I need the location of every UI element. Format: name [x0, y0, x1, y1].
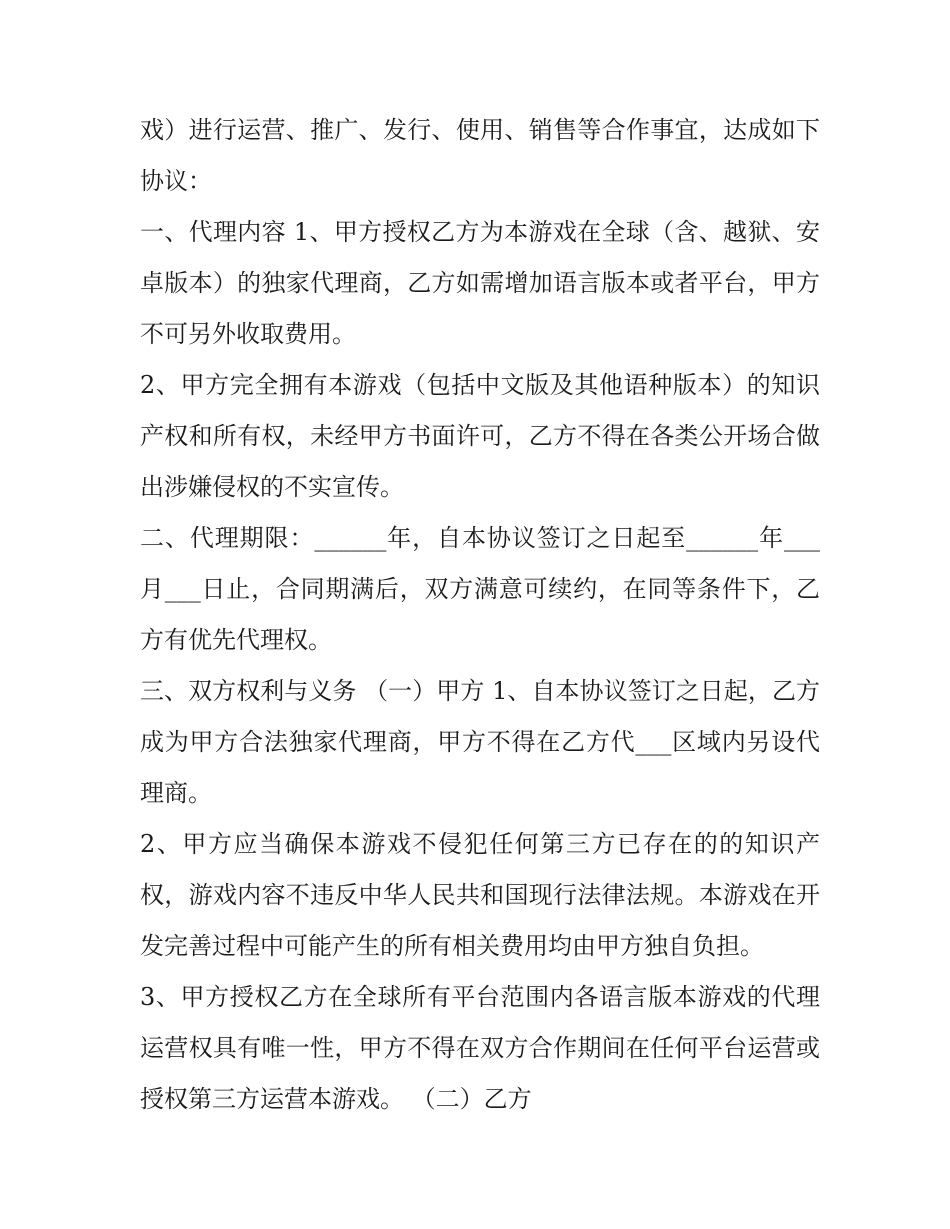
paragraph-agency-content: 一、代理内容 1、甲方授权乙方为本游戏在全球（含、越狱、安卓版本）的独家代理商，乙方如需增加语言版本或者平台，甲方不可另外收取费用。 — [140, 218, 820, 348]
paragraph-ip-warranty: 2、甲方应当确保本游戏不侵犯任何第三方已存在的的知识产权，游戏内容不违反中华人民共和国现行法律法规。本游戏在开发完善过程中可能产生的所有相关费用均由甲方独自负担。 — [140, 830, 820, 960]
paragraph-rights-obligations: 三、双方权利与义务 （一）甲方 1、自本协议签订之日起，乙方成为甲方合法独家代理商，甲方不得在乙方代___区域内另设代理商。 — [140, 677, 820, 807]
document-body — [140, 105, 820, 1125]
paragraph-exclusive-rights: 3、甲方授权乙方在全球所有平台范围内各语言版本游戏的代理运营权具有唯一性，甲方不得在双方合作期间在任何平台运营或授权第三方运营本游戏。 （二）乙方 — [140, 983, 820, 1113]
paragraph-agency-term: 二、代理期限：______年，自本协议签订之日起至______年___月___日止，合同期满后，双方满意可续约，在同等条件下，乙方有优先代理权。 — [140, 524, 820, 654]
paragraph-ip-ownership: 2、甲方完全拥有本游戏（包括中文版及其他语种版本）的知识产权和所有权，未经甲方书面许可，乙方不得在各类公开场合做出涉嫌侵权的不实宣传。 — [140, 371, 820, 501]
paragraph-intro: 戏）进行运营、推广、发行、使用、销售等合作事宜，达成如下协议： — [140, 116, 820, 195]
